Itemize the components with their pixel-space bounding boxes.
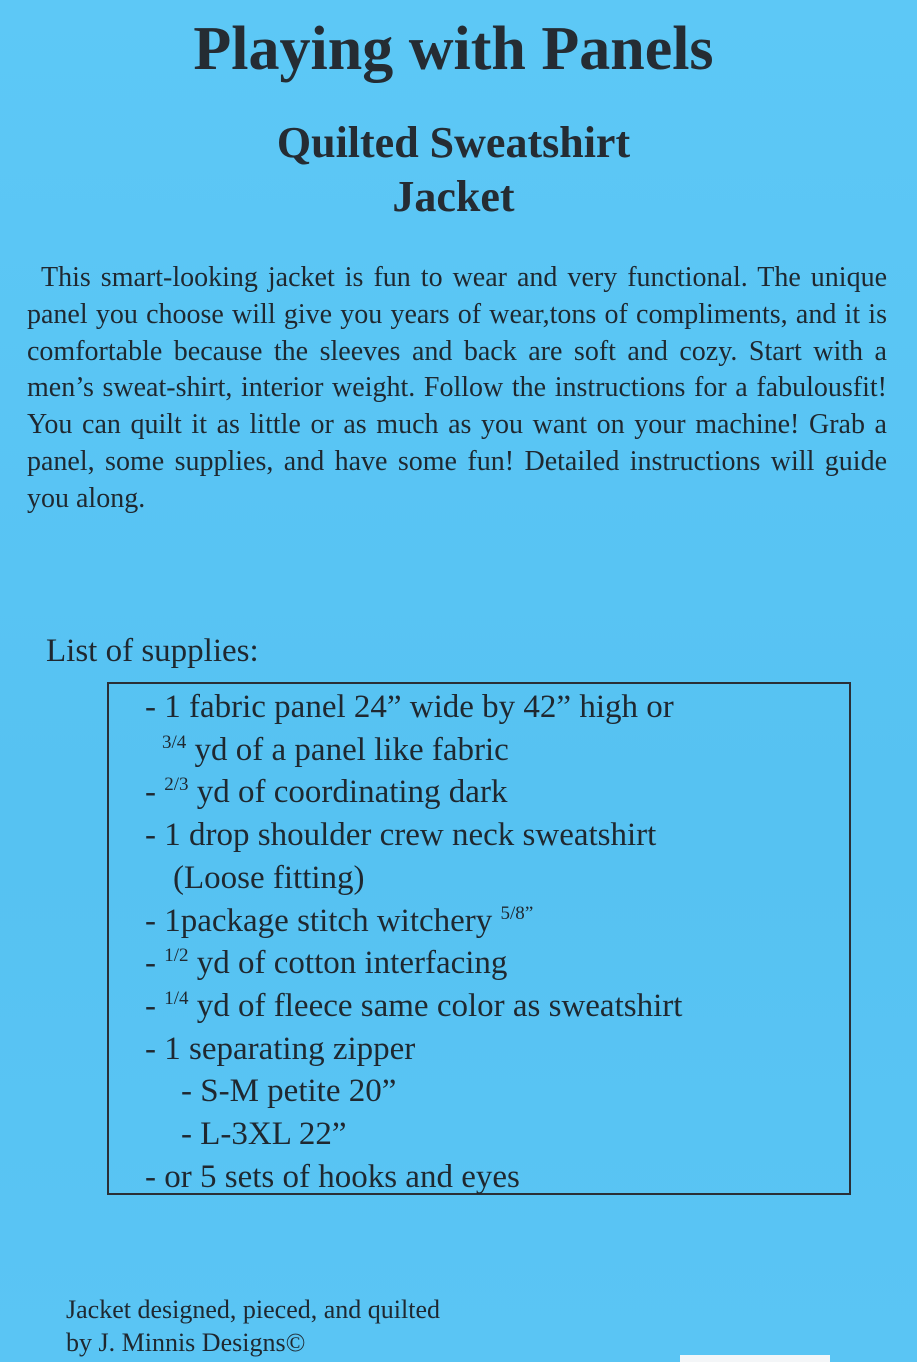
price-sticker	[680, 1355, 830, 1362]
page-title: Playing with Panels	[193, 15, 714, 83]
supply-text: - or 5 sets of hooks and eyes	[145, 1158, 520, 1195]
supply-item-interfacing	[145, 942, 682, 985]
supply-fraction: 2/3	[164, 774, 189, 796]
supply-item-coordinating-dark	[145, 771, 682, 814]
supply-fraction: 5/8	[500, 902, 525, 924]
supply-prefix: -	[145, 774, 165, 811]
supply-fraction: 1/4	[164, 987, 189, 1009]
credit-line-1: Jacket designed, pieced, and quilted	[66, 1295, 440, 1324]
credit-line-2: by J. Minnis Designs©	[66, 1328, 306, 1357]
supply-item-zipper-size-large	[145, 1113, 682, 1156]
supply-text: yd of coordinating dark	[188, 774, 508, 811]
supply-text: (Loose fitting)	[173, 859, 365, 896]
supply-item-panel	[145, 686, 682, 729]
supply-text: - S-M petite 20”	[181, 1073, 397, 1110]
supply-text: yd of a panel like fabric	[186, 731, 509, 768]
subtitle-line-2: Jacket	[392, 172, 515, 221]
supply-prefix: -	[145, 945, 165, 982]
page-subtitle	[0, 116, 907, 224]
supply-fraction: 1/2	[164, 945, 189, 967]
supply-item-sweatshirt-note	[145, 857, 682, 900]
supply-item-hooks-and-eyes	[145, 1156, 682, 1199]
supply-text: - L-3XL 22”	[181, 1116, 347, 1153]
supply-item-zipper	[145, 1028, 682, 1071]
supplies-heading: List of supplies:	[46, 633, 259, 669]
supply-text: - 1package stitch witchery	[145, 902, 501, 939]
supply-fraction: 3/4	[162, 731, 187, 753]
subtitle-line-1: Quilted Sweatshirt	[276, 118, 631, 167]
designer-credit	[66, 1293, 440, 1359]
supplies-list	[145, 686, 682, 1198]
supply-text: yd of fleece same color as sweatshirt	[188, 987, 683, 1024]
supply-item-fleece	[145, 985, 682, 1028]
supply-text: yd of cotton interfacing	[188, 945, 508, 982]
intro-paragraph: This smart-looking jacket is fun to wear and very functional. The unique panel you choose will give you years of wear,tons of compliments, and it is comfortable because the sleeves and back are soft and cozy. Start with a men’s sweat-shirt, interior weight. Follow the instructions for a fabulousfit! You can quilt it as little or as much as you want on your machine! Grab a panel, some supplies, and have some fun! Detailed instructions will guide you along.	[27, 262, 887, 514]
supply-text: - 1 drop shoulder crew neck sweatshirt	[145, 817, 657, 854]
supply-prefix: -	[145, 987, 165, 1024]
supply-suffix: ”	[524, 902, 534, 924]
supply-text: - 1 separating zipper	[145, 1030, 416, 1067]
supply-item-zipper-size-small	[145, 1070, 682, 1113]
supply-item-panel-alt	[145, 729, 682, 772]
supply-text: - 1 fabric panel 24” wide by 42” high or	[145, 689, 674, 725]
supply-item-sweatshirt	[145, 814, 682, 857]
supply-item-stitch-witchery	[145, 900, 682, 943]
